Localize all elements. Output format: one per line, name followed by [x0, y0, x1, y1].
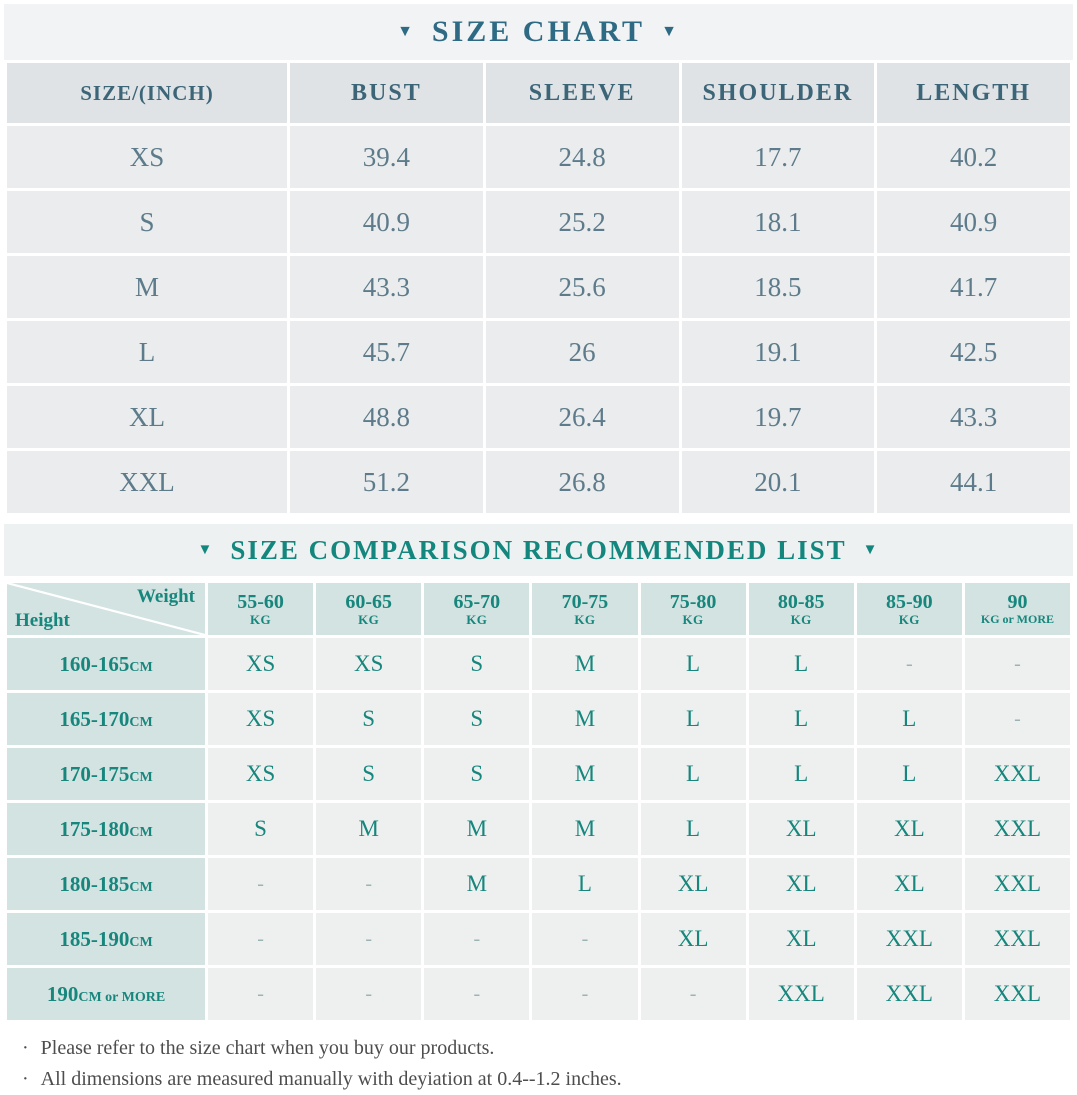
size-label: L: [7, 321, 287, 383]
column-header-size: SIZE/(INCH): [7, 63, 287, 123]
note-text: All dimensions are measured manually with deyiation at 0.4--1.2 inches.: [40, 1068, 622, 1090]
recommended-size: L: [857, 748, 962, 800]
height-axis-label: Height: [15, 610, 70, 632]
table-row: [7, 451, 1070, 513]
height-unit: CM: [129, 659, 153, 675]
length-value: 40.9: [877, 191, 1070, 253]
recommended-size: XS: [316, 638, 421, 690]
bust-value: 51.2: [290, 451, 483, 513]
size-label: S: [7, 191, 287, 253]
weight-unit: KG: [790, 611, 812, 627]
height-unit: CM: [129, 714, 153, 730]
recommended-size: XXL: [965, 858, 1070, 910]
sleeve-value: 25.6: [486, 256, 679, 318]
note-text: Please refer to the size chart when you buy our products.: [40, 1037, 495, 1059]
size-label: XL: [7, 386, 287, 448]
recommended-size: XXL: [749, 968, 854, 1020]
caret-down-icon-right: ▼: [661, 23, 680, 40]
caret-down-icon-right: ▼: [862, 541, 880, 558]
weight-range: 75-80: [669, 590, 717, 613]
list-item: [22, 1033, 1073, 1064]
recommended-size: L: [532, 858, 637, 910]
size-label: XXL: [7, 451, 287, 513]
height-label: [7, 693, 205, 745]
caret-down-icon-left: ▼: [197, 541, 215, 558]
bust-value: 48.8: [290, 386, 483, 448]
recommended-size: XXL: [965, 748, 1070, 800]
weight-header-7: [965, 583, 1070, 635]
length-value: 41.7: [877, 256, 1070, 318]
shoulder-value: 18.5: [682, 256, 875, 318]
weight-axis-label: Weight: [136, 586, 195, 607]
recommended-size: L: [641, 693, 746, 745]
sleeve-value: 24.8: [486, 126, 679, 188]
column-header-bust: BUST: [290, 63, 483, 123]
recommended-size: XL: [749, 913, 854, 965]
size-chart-title: SIZE CHART: [431, 15, 646, 48]
recommended-size: S: [316, 693, 421, 745]
size-label: XS: [7, 126, 287, 188]
weight-header-1: [316, 583, 421, 635]
recommended-size: M: [532, 638, 637, 690]
weight-header-2: [424, 583, 529, 635]
size-chart-header-row: [7, 63, 1070, 123]
height-label: [7, 913, 205, 965]
sleeve-value: 26.8: [486, 451, 679, 513]
weight-unit: KG: [249, 611, 272, 627]
recommended-size: -: [424, 913, 529, 965]
recommended-size: -: [641, 968, 746, 1020]
height-range: 170-175: [59, 761, 130, 786]
sleeve-value: 26: [486, 321, 679, 383]
sleeve-value: 25.2: [486, 191, 679, 253]
recommended-size: M: [424, 803, 529, 855]
size-comparison-title-bar: [4, 524, 1073, 576]
recommended-size: -: [316, 858, 421, 910]
recommended-size: -: [208, 968, 313, 1020]
weight-range: 90: [1007, 591, 1028, 614]
shoulder-value: 17.7: [682, 126, 875, 188]
table-row: [7, 748, 1070, 800]
table-row: [7, 638, 1070, 690]
shoulder-value: 20.1: [682, 451, 875, 513]
height-range: 185-190: [59, 926, 130, 951]
recommended-size: -: [208, 858, 313, 910]
size-comparison-table: [4, 580, 1073, 1023]
height-range: 175-180: [59, 816, 130, 841]
recommended-size: XXL: [857, 968, 962, 1020]
recommended-size: XXL: [857, 913, 962, 965]
table-row: [7, 968, 1070, 1020]
recommended-size: -: [316, 913, 421, 965]
shoulder-value: 18.1: [682, 191, 875, 253]
height-unit: CM: [129, 934, 153, 950]
recommended-size: S: [424, 638, 529, 690]
recommended-size: -: [965, 638, 1070, 690]
weight-header-5: [749, 583, 854, 635]
bust-value: 45.7: [290, 321, 483, 383]
bullet-icon: ·: [22, 1068, 29, 1090]
recommended-size: L: [641, 638, 746, 690]
size-comparison-title: SIZE COMPARISON RECOMMENDED LIST: [230, 534, 847, 565]
weight-unit: KG: [358, 611, 380, 627]
recommended-size: XL: [641, 858, 746, 910]
height-unit: CM: [129, 824, 153, 840]
table-row: [7, 693, 1070, 745]
recommended-size: XL: [857, 803, 962, 855]
recommended-size: XS: [208, 693, 313, 745]
recommended-size: -: [316, 968, 421, 1020]
height-label: [7, 858, 205, 910]
recommended-size: S: [424, 748, 529, 800]
weight-range: 60-65: [345, 590, 393, 613]
recommended-size: L: [641, 803, 746, 855]
bust-value: 43.3: [290, 256, 483, 318]
recommended-size: -: [208, 913, 313, 965]
height-range: 160-165: [59, 651, 130, 676]
caret-down-icon-left: ▼: [397, 23, 416, 40]
height-label: [7, 803, 205, 855]
bust-value: 39.4: [290, 126, 483, 188]
column-header-shoulder: SHOULDER: [682, 63, 875, 123]
recommended-size: S: [424, 693, 529, 745]
weight-range: 65-70: [453, 590, 501, 613]
recommended-size: M: [532, 693, 637, 745]
recommended-size: M: [532, 803, 637, 855]
length-value: 40.2: [877, 126, 1070, 188]
bust-value: 40.9: [290, 191, 483, 253]
weight-range: 55-60: [237, 590, 284, 613]
length-value: 43.3: [877, 386, 1070, 448]
recommended-size: XL: [749, 803, 854, 855]
table-row: [7, 803, 1070, 855]
recommended-size: L: [641, 748, 746, 800]
weight-unit: KG: [466, 611, 488, 627]
table-row: [7, 386, 1070, 448]
weight-unit: KG: [682, 611, 704, 627]
weight-unit: KG: [898, 611, 920, 627]
height-unit: CM or MORE: [78, 989, 166, 1005]
bullet-icon: ·: [22, 1037, 29, 1059]
notes-list: [4, 1033, 1073, 1095]
height-range: 180-185: [59, 871, 130, 896]
length-value: 44.1: [877, 451, 1070, 513]
table-row: [7, 256, 1070, 318]
recommended-size: XL: [857, 858, 962, 910]
comparison-header-row: [7, 583, 1070, 635]
recommended-size: XXL: [965, 913, 1070, 965]
weight-header-3: [532, 583, 637, 635]
weight-range: 80-85: [777, 590, 825, 613]
recommended-size: L: [749, 693, 854, 745]
weight-header-4: [641, 583, 746, 635]
recommended-size: -: [965, 693, 1070, 745]
table-row: [7, 913, 1070, 965]
recommended-size: -: [857, 638, 962, 690]
table-row: [7, 126, 1070, 188]
height-label: [7, 968, 205, 1020]
column-header-sleeve: SLEEVE: [486, 63, 679, 123]
size-chart-title-bar: [4, 4, 1073, 60]
size-label: M: [7, 256, 287, 318]
recommended-size: M: [424, 858, 529, 910]
recommended-size: L: [749, 638, 854, 690]
column-header-length: LENGTH: [877, 63, 1070, 123]
recommended-size: XS: [208, 638, 313, 690]
height-weight-corner-cell: [7, 583, 205, 635]
weight-range: 85-90: [885, 590, 933, 613]
recommended-size: -: [532, 913, 637, 965]
shoulder-value: 19.7: [682, 386, 875, 448]
recommended-size: S: [316, 748, 421, 800]
recommended-size: L: [749, 748, 854, 800]
height-unit: CM: [129, 769, 153, 785]
recommended-size: L: [857, 693, 962, 745]
recommended-size: M: [532, 748, 637, 800]
recommended-size: M: [316, 803, 421, 855]
weight-unit: KG or MORE: [980, 612, 1054, 627]
height-range: 190: [46, 981, 79, 1006]
height-label: [7, 748, 205, 800]
table-row: [7, 321, 1070, 383]
weight-range: 70-75: [561, 590, 609, 613]
weight-header-6: [857, 583, 962, 635]
recommended-size: XXL: [965, 968, 1070, 1020]
height-unit: CM: [129, 879, 153, 895]
weight-header-0: [208, 583, 313, 635]
recommended-size: XL: [749, 858, 854, 910]
recommended-size: -: [532, 968, 637, 1020]
recommended-size: S: [208, 803, 313, 855]
shoulder-value: 19.1: [682, 321, 875, 383]
recommended-size: XL: [641, 913, 746, 965]
height-range: 165-170: [59, 706, 130, 731]
height-label: [7, 638, 205, 690]
length-value: 42.5: [877, 321, 1070, 383]
table-row: [7, 858, 1070, 910]
size-chart-table: [4, 60, 1073, 516]
recommended-size: XXL: [965, 803, 1070, 855]
weight-unit: KG: [574, 611, 596, 627]
recommended-size: XS: [208, 748, 313, 800]
sleeve-value: 26.4: [486, 386, 679, 448]
table-row: [7, 191, 1070, 253]
recommended-size: -: [424, 968, 529, 1020]
